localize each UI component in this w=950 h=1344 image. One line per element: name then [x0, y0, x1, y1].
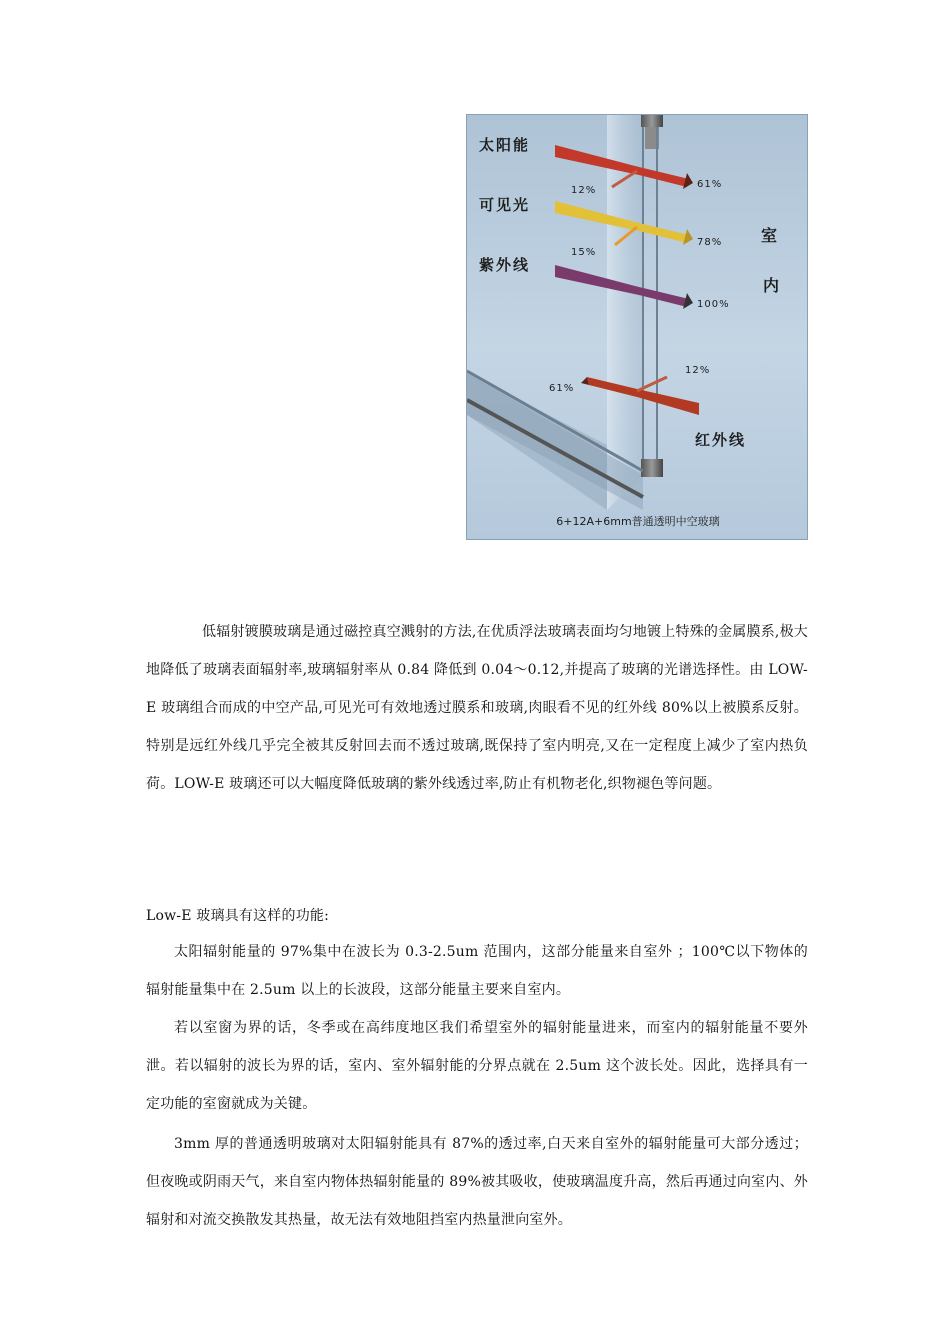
- insulating-glass-diagram: [466, 114, 808, 540]
- glass-pane-bottom: [467, 373, 607, 510]
- visible-transmit-pct: 78%: [697, 237, 723, 248]
- frame-bottom: [641, 459, 663, 477]
- paragraph-window-boundary: 若以室窗为界的话，冬季或在高纬度地区我们希望室外的辐射能量进来，而室内的辐射能量不要外泄。若以辐射的波长为界的话，室内、室外辐射能的分界点就在 2.5um 这个波长处。因此，选择具有一定功能的室窗就成为关键。: [146, 1020, 808, 1112]
- frame-top: [641, 115, 663, 127]
- indoor-label-2: 内: [763, 276, 780, 295]
- ir-transmit-pct: 12%: [685, 365, 711, 376]
- solar-label: 太阳能: [479, 136, 531, 154]
- solar-transmit-pct: 61%: [697, 179, 723, 190]
- visible-reflect-pct: 15%: [571, 247, 597, 258]
- infrared-label: 红外线: [695, 431, 747, 449]
- ir-reflect-pct: 61%: [549, 383, 575, 394]
- indoor-label-1: 室: [761, 226, 778, 245]
- diagram-canvas: [467, 115, 808, 540]
- uv-label: 紫外线: [479, 256, 531, 274]
- paragraph-ordinary-glass: 3mm 厚的普通透明玻璃对太阳辐射能具有 87%的透过率,白天来自室外的辐射能量可大部分透过；但夜晚或阴雨天气，来自室内物体热辐射能量的 89%被其吸收，使玻璃温度升高，然后再通过向室内、外辐射和对流交换散发其热量，故无法有效地阻挡室内热量泄向室外。: [146, 1136, 808, 1228]
- uv-transmit-pct: 100%: [697, 299, 730, 310]
- solar-reflect-pct: 12%: [571, 185, 597, 196]
- paragraph-low-e-intro: 低辐射镀膜玻璃是通过磁控真空溅射的方法,在优质浮法玻璃表面均匀地镀上特殊的金属膜系,极大地降低了玻璃表面辐射率,玻璃辐射率从 0.84 降低到 0.04～0.12,并提高了玻璃的光谱选择性。由 LOW-E 玻璃组合而成的中空产品,可见光可有效地透过膜系和玻璃,肉眼看不见的红外线 80%以上被膜系反射。特别是远红外线几乎完全被其反射回去而不透过玻璃,既保持了室内明亮,又在一定程度上减少了室内热负荷。LOW-E 玻璃还可以大幅度降低玻璃的紫外线透过率,防止有机物老化,织物褪色等问题。: [146, 624, 808, 792]
- visible-label: 可见光: [479, 196, 531, 214]
- figure-caption: 6+12A+6mm普通透明中空玻璃: [556, 515, 720, 528]
- paragraph-solar-radiation: 太阳辐射能量的 97%集中在波长为 0.3-2.5um 范围内，这部分能量来自室外 ；100℃以下物体的辐射能量集中在 2.5um 以上的长波段，这部分能量主要来自室内。: [146, 944, 808, 998]
- paragraph-low-e-functions-heading: Low-E 玻璃具有这样的功能:: [146, 908, 330, 924]
